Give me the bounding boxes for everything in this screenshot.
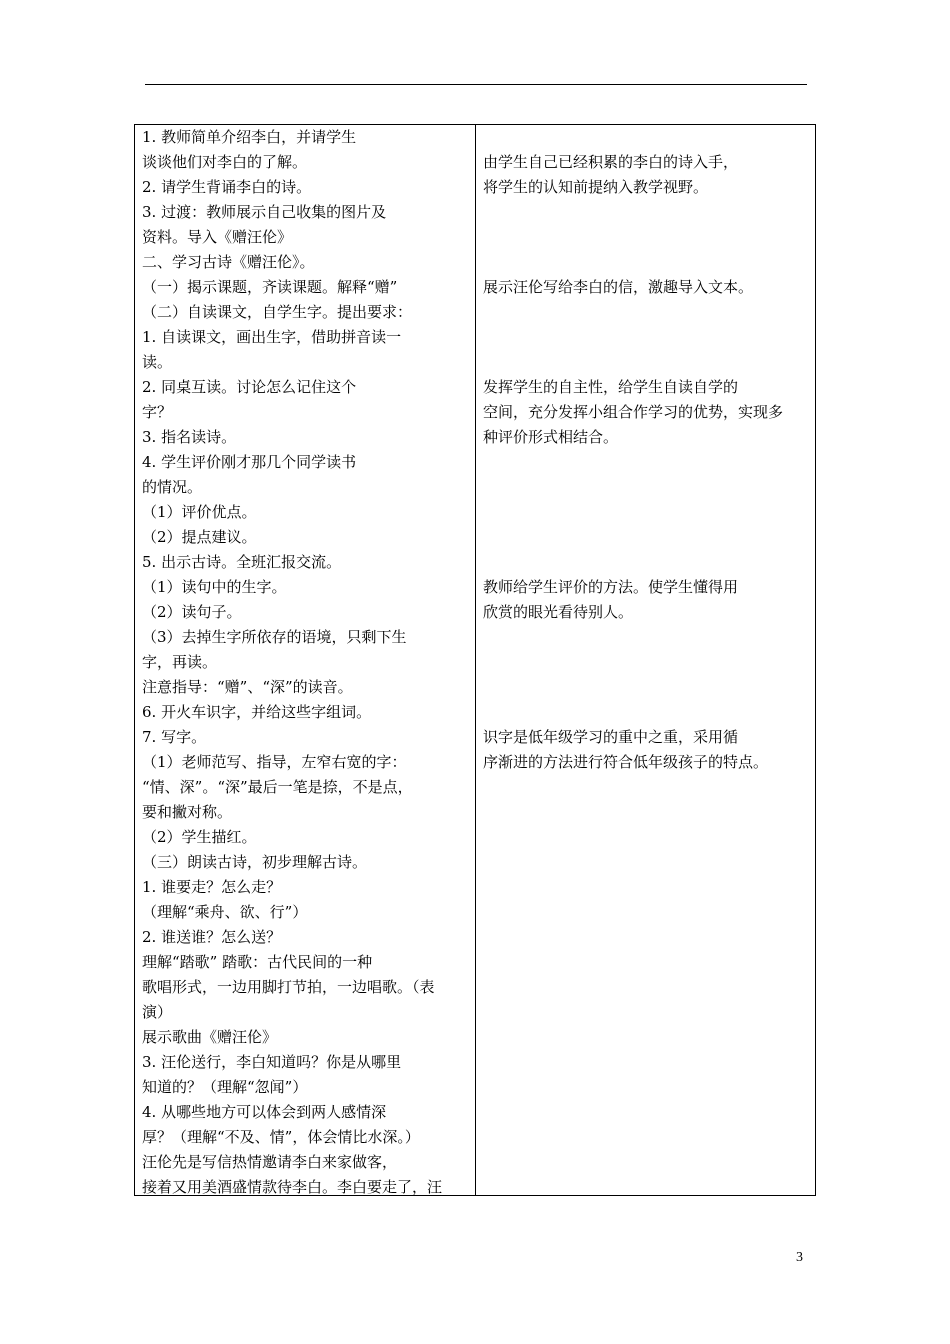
- process-line: 2. 同桌互读。讨论怎么记住这个: [142, 378, 357, 396]
- intent-line: 教师给学生评价的方法。使学生懂得用: [483, 578, 739, 596]
- process-line: 3. 指名读诗。: [142, 428, 237, 446]
- process-line: 注意指导：“赠”、“深”的读音。: [142, 678, 353, 696]
- process-line: （三）朗读古诗，初步理解古诗。: [142, 853, 368, 871]
- process-line: 厚？（理解“不及、情”，体会情比水深。）: [142, 1128, 420, 1146]
- process-line: 1. 谁要走？怎么走？: [142, 878, 282, 896]
- intent-line: 展示汪伦写给李白的信，激趣导入文本。: [483, 278, 754, 296]
- process-line: 理解“踏歌” 踏歌：古代民间的一种: [142, 953, 373, 971]
- process-line: 歌唱形式，一边用脚打节拍，一边唱歌。（表: [142, 978, 435, 996]
- process-line: 3. 过渡：教师展示自己收集的图片及: [142, 203, 387, 221]
- process-line: （二）自读课文，自学生字。提出要求：: [142, 303, 413, 321]
- process-line: 4. 学生评价刚才那几个同学读书: [142, 453, 357, 471]
- process-line: 2. 请学生背诵李白的诗。: [142, 178, 312, 196]
- process-line: 知道的？（理解“忽闻”）: [142, 1078, 308, 1096]
- process-line: “情、深”。“深”最后一笔是捺，不是点，: [142, 778, 413, 796]
- process-line: （3）去掉生字所依存的语境，只剩下生: [142, 628, 407, 646]
- design-intent-column: [475, 125, 815, 1195]
- header-rule: [145, 84, 807, 85]
- process-line: （1）老师范写、指导，左窄右宽的字：: [142, 753, 407, 771]
- intent-line: 序渐进的方法进行符合低年级孩子的特点。: [483, 753, 769, 771]
- intent-line: 识字是低年级学习的重中之重，采用循: [483, 728, 739, 746]
- process-line: 字？: [142, 403, 173, 421]
- process-line: 5. 出示古诗。全班汇报交流。: [142, 553, 342, 571]
- intent-line: 将学生的认知前提纳入教学视野。: [483, 178, 709, 196]
- process-line: 4. 从哪些地方可以体会到两人感情深: [142, 1103, 387, 1121]
- lesson-table: [134, 124, 816, 1196]
- page-number: 3: [796, 1250, 803, 1265]
- process-line: 展示歌曲《赠汪伦》: [142, 1028, 278, 1046]
- process-line: 读。: [142, 353, 173, 371]
- process-line: 1. 教师简单介绍李白，并请学生: [142, 128, 357, 146]
- intent-line: 种评价形式相结合。: [483, 428, 619, 446]
- process-line: （2）读句子。: [142, 603, 242, 621]
- process-line: 汪伦先是写信热情邀请李白来家做客，: [142, 1153, 398, 1171]
- process-line: （一）揭示课题，齐读课题。解释“赠”: [142, 278, 398, 296]
- process-line: 1. 自读课文，画出生字，借助拼音读一: [142, 328, 402, 346]
- process-line: 7. 写字。: [142, 728, 207, 746]
- intent-line: 由学生自己已经积累的李白的诗入手，: [483, 153, 739, 171]
- process-line: 谈谈他们对李白的了解。: [142, 153, 308, 171]
- process-line: 二、学习古诗《赠汪伦》。: [142, 253, 315, 271]
- process-line: 接着又用美酒盛情款待李白。李白要走了，汪: [142, 1178, 443, 1196]
- process-line: 6. 开火车识字，并给这些字组词。: [142, 703, 372, 721]
- process-line: （1）评价优点。: [142, 503, 257, 521]
- process-line: （理解“乘舟、欲、行”）: [142, 903, 308, 921]
- process-line: 要和撇对称。: [142, 803, 233, 821]
- process-line: 3. 汪伦送行，李白知道吗？你是从哪里: [142, 1053, 402, 1071]
- intent-line: 空间，充分发挥小组合作学习的优势，实现多: [483, 403, 784, 421]
- process-line: 字，再读。: [142, 653, 218, 671]
- process-line: 的情况。: [142, 478, 203, 496]
- intent-line: 欣赏的眼光看待别人。: [483, 603, 634, 621]
- process-line: 演）: [142, 1003, 173, 1021]
- process-line: （1）读句中的生字。: [142, 578, 287, 596]
- process-line: 资料。导入《赠汪伦》: [142, 228, 293, 246]
- process-line: 2. 谁送谁？怎么送？: [142, 928, 282, 946]
- intent-line: 发挥学生的自主性，给学生自读自学的: [483, 378, 739, 396]
- process-line: （2）提点建议。: [142, 528, 257, 546]
- process-line: （2）学生描红。: [142, 828, 257, 846]
